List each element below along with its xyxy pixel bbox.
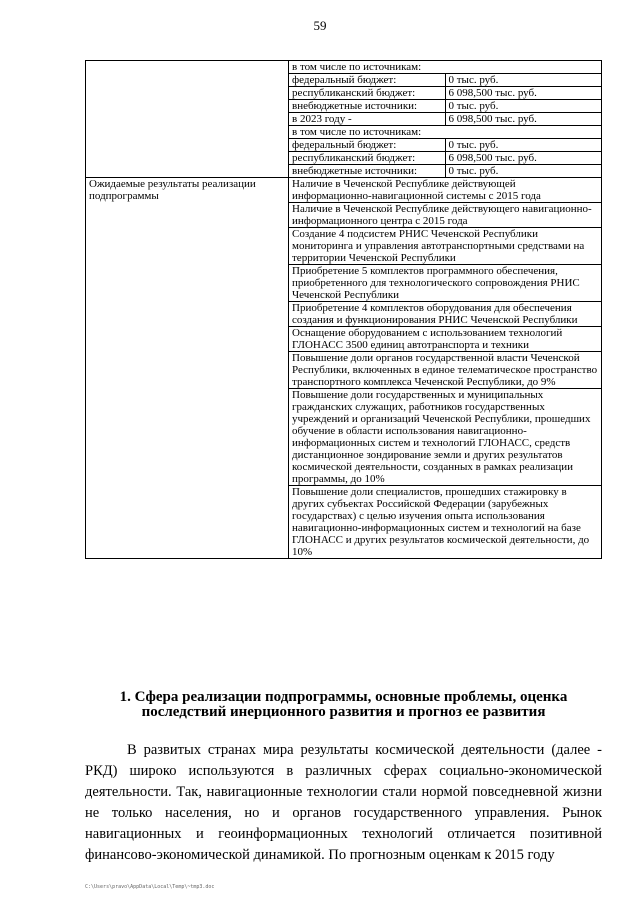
funding-value-cell: 0 тыс. руб. [445,165,602,178]
result-item-cell: Повышение доли специалистов, прошедших стажировку в других субъектах Российской Федерации (зарубежных государствах) с целью изучения опыта использования навигационно-информационных систем и технологий на базе ГЛОНАСС и других результатов космической деятельности, до 10% [289,486,602,559]
funding-source-cell: федеральный бюджет: [289,74,446,87]
results-label-cell: Ожидаемые результаты реализации подпрограммы [86,178,289,559]
funding-value-cell: 6 098,500 тыс. руб. [445,87,602,100]
table-row [86,178,602,203]
footer-code: C:\Users\pravo\AppData\Local\Temp\~tmp3.doc [85,884,215,890]
funding-source-cell: республиканский бюджет: [289,152,446,165]
result-item-cell: Создание 4 подсистем РНИС Чеченской Республики мониторинга и управления автотранспортными средствами на территории Чеченской Республики [289,228,602,265]
table-body [86,61,602,559]
funding-value-cell: 0 тыс. руб. [445,74,602,87]
result-item-cell: Наличие в Чеченской Республике действующего навигационно-информационного центра с 2015 года [289,203,602,228]
funding-header-cell: в том числе по источникам: [289,126,602,139]
result-item-cell: Наличие в Чеченской Республике действующей информационно-навигационной системы с 2015 года [289,178,602,203]
funding-value-cell: 0 тыс. руб. [445,139,602,152]
result-item-cell: Оснащение оборудованием с использованием технологий ГЛОНАСС 3500 единиц автотранспорта и техники [289,327,602,352]
body-paragraph: В развитых странах мира результаты космической деятельности (далее - РКД) широко используются в различных сферах социально-экономической деятельности. Так, навигационные технологии стали нормой повседневной жизни не только населения, но и органов государственного управления. Рынок навигационных и геоинформационных технологий отличается позитивной финансово-экономической динамикой. По прогнозным оценкам к 2015 году [85,742,602,863]
result-item-cell: Повышение доли государственных и муниципальных гражданских служащих, работников государственных учреждений и организаций Чеченской Республики, прошедших обучение в области использования навигационно-информационных систем и технологий ГЛОНАСС, средств дистанционное зондирование земли и других результатов космической деятельности, созданных в рамках реализации программы, до 10% [289,389,602,486]
funding-value-cell: 0 тыс. руб. [445,100,602,113]
result-item-cell: Повышение доли органов государственной власти Чеченской Республики, включенных в единое телематическое пространство транспортного комплекса Чеченской Республики, до 9% [289,352,602,389]
funding-value-cell: 6 098,500 тыс. руб. [445,113,602,126]
result-item-cell: Приобретение 4 комплектов оборудования для обеспечения создания и функционирования РНИС Чеченской Республики [289,302,602,327]
table-row [86,61,602,74]
funding-source-cell: федеральный бюджет: [289,139,446,152]
funding-header-cell: в том числе по источникам: [289,61,602,74]
page-number: 59 [313,18,327,33]
subprogram-passport-table [85,60,602,559]
funding-source-cell: в 2023 году - [289,113,446,126]
funding-source-cell: внебюджетные источники: [289,165,446,178]
funding-value-cell: 6 098,500 тыс. руб. [445,152,602,165]
funding-source-cell: внебюджетные источники: [289,100,446,113]
section-heading: 1. Сфера реализации подпрограммы, основные проблемы, оценка последствий инерционного развития и прогноз ее развития [119,689,568,720]
funding-label-cell [86,61,289,178]
result-item-cell: Приобретение 5 комплектов программного обеспечения, приобретенного для технологического сопровождения РНИС Чеченской Республики [289,265,602,302]
funding-source-cell: республиканский бюджет: [289,87,446,100]
